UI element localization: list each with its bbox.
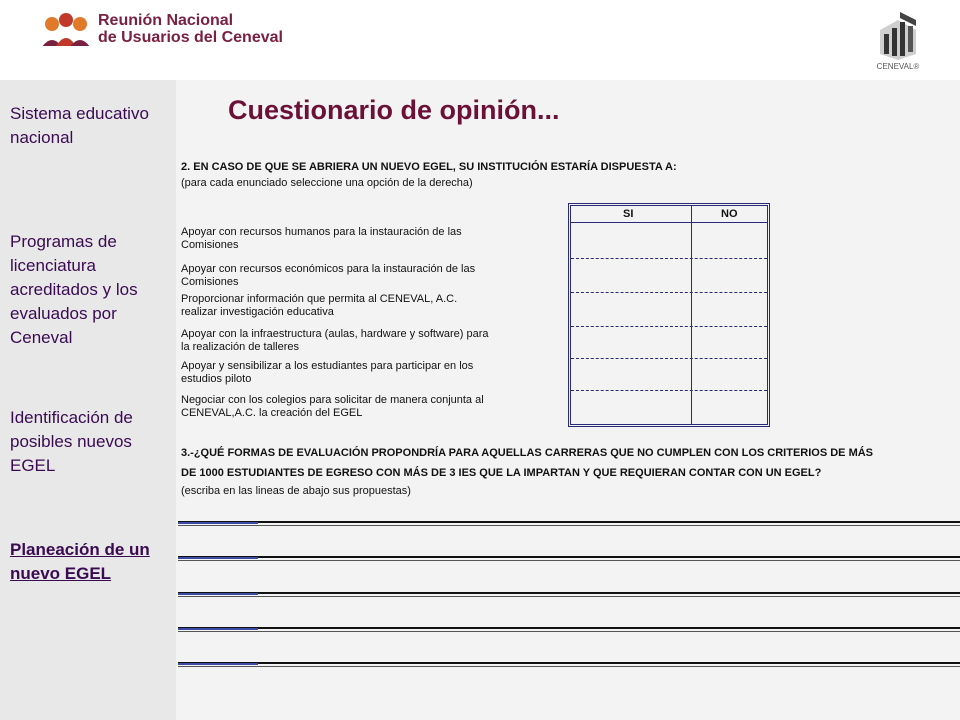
question-3-instruction: (escriba en las lineas de abajo sus propuestas) [181,485,411,497]
answer-line[interactable] [178,592,960,594]
page-title: Cuestionario de opinión... [228,95,560,125]
answer-line-rule [178,666,960,667]
grid-row-rule [571,258,767,259]
logo-line-1: Reunión Nacional [98,12,234,29]
question-2-item: Apoyar y sensibilizar a los estudiantes para participar en los estudios piloto [181,360,474,385]
answer-line-rule [178,631,960,632]
answer-line-accent [178,557,258,559]
answer-line-accent [178,522,258,524]
question-3-heading-line-1: 3.-¿QUÉ FORMAS DE EVALUACIÓN PROPONDRÍA PARA AQUELLAS CARRERAS QUE NO CUMPLEN CON LOS CRITERIOS DE MÁS [181,447,874,459]
sidebar [0,80,176,720]
question-2-instruction: (para cada enunciado seleccione una opción de la derecha) [181,177,473,189]
answer-line-accent [178,593,258,595]
answer-line[interactable] [178,662,960,664]
question-3-heading-line-2: DE 1000 ESTUDIANTES DE EGRESO CON MÁS DE 3 IES QUE LA IMPARTAN Y QUE REQUIERAN CONTAR CON UN EGEL? [181,467,822,479]
grid-row-rule [571,390,767,391]
question-2-item: Proporcionar información que permita al CENEVAL, A.C. realizar investigación educativa [181,293,458,318]
event-logo-text [98,12,283,46]
grid-header-rule [571,222,767,223]
grid-divider [691,206,692,424]
logo-line-2: de Usuarios del Ceneval [98,29,283,46]
ceneval-logo-text: CENEVAL® [876,62,920,71]
answer-line[interactable] [178,556,960,558]
question-2-item: Apoyar con la infraestructura (aulas, hardware y software) para la realización de talleres [181,328,489,353]
sidebar-item-sistema-educativo[interactable]: Sistema educativo nacional [10,104,149,147]
ceneval-logo [866,8,930,76]
event-logo [38,6,288,46]
question-2-item: Apoyar con recursos humanos para la instauración de las Comisiones [181,226,462,251]
question-2-item: Apoyar con recursos económicos para la instauración de las Comisiones [181,263,476,288]
sidebar-item-nuevos-egel[interactable]: Identificación de posibles nuevos EGEL [10,408,133,475]
sidebar-item-programas-licenciatura[interactable]: Programas de licenciatura acreditados y los evaluados por Ceneval [10,232,138,347]
answer-line-accent [178,628,258,630]
answer-line[interactable] [178,627,960,629]
answer-line-rule [178,560,960,561]
column-header-no: NO [721,208,738,220]
grid-row-rule [571,326,767,327]
ceneval-cube-icon [866,8,930,60]
header-banner [0,0,960,80]
question-2-item: Negociar con los colegios para solicitar de manera conjunta al CENEVAL,A.C. la creación del EGEL [181,394,484,419]
answer-grid [568,203,770,427]
sidebar-item-planeacion-egel[interactable]: Planeación de un nuevo EGEL [10,540,150,583]
question-2-heading: 2. EN CASO DE QUE SE ABRIERA UN NUEVO EGEL, SU INSTITUCIÓN ESTARÍA DISPUESTA A: [181,161,677,173]
answer-line-accent [178,663,258,665]
answer-line-rule [178,525,960,526]
column-header-si: SI [623,208,634,220]
people-circle-icon [38,10,94,46]
answer-line[interactable] [178,521,960,523]
grid-row-rule [571,358,767,359]
answer-line-rule [178,596,960,597]
grid-row-rule [571,292,767,293]
